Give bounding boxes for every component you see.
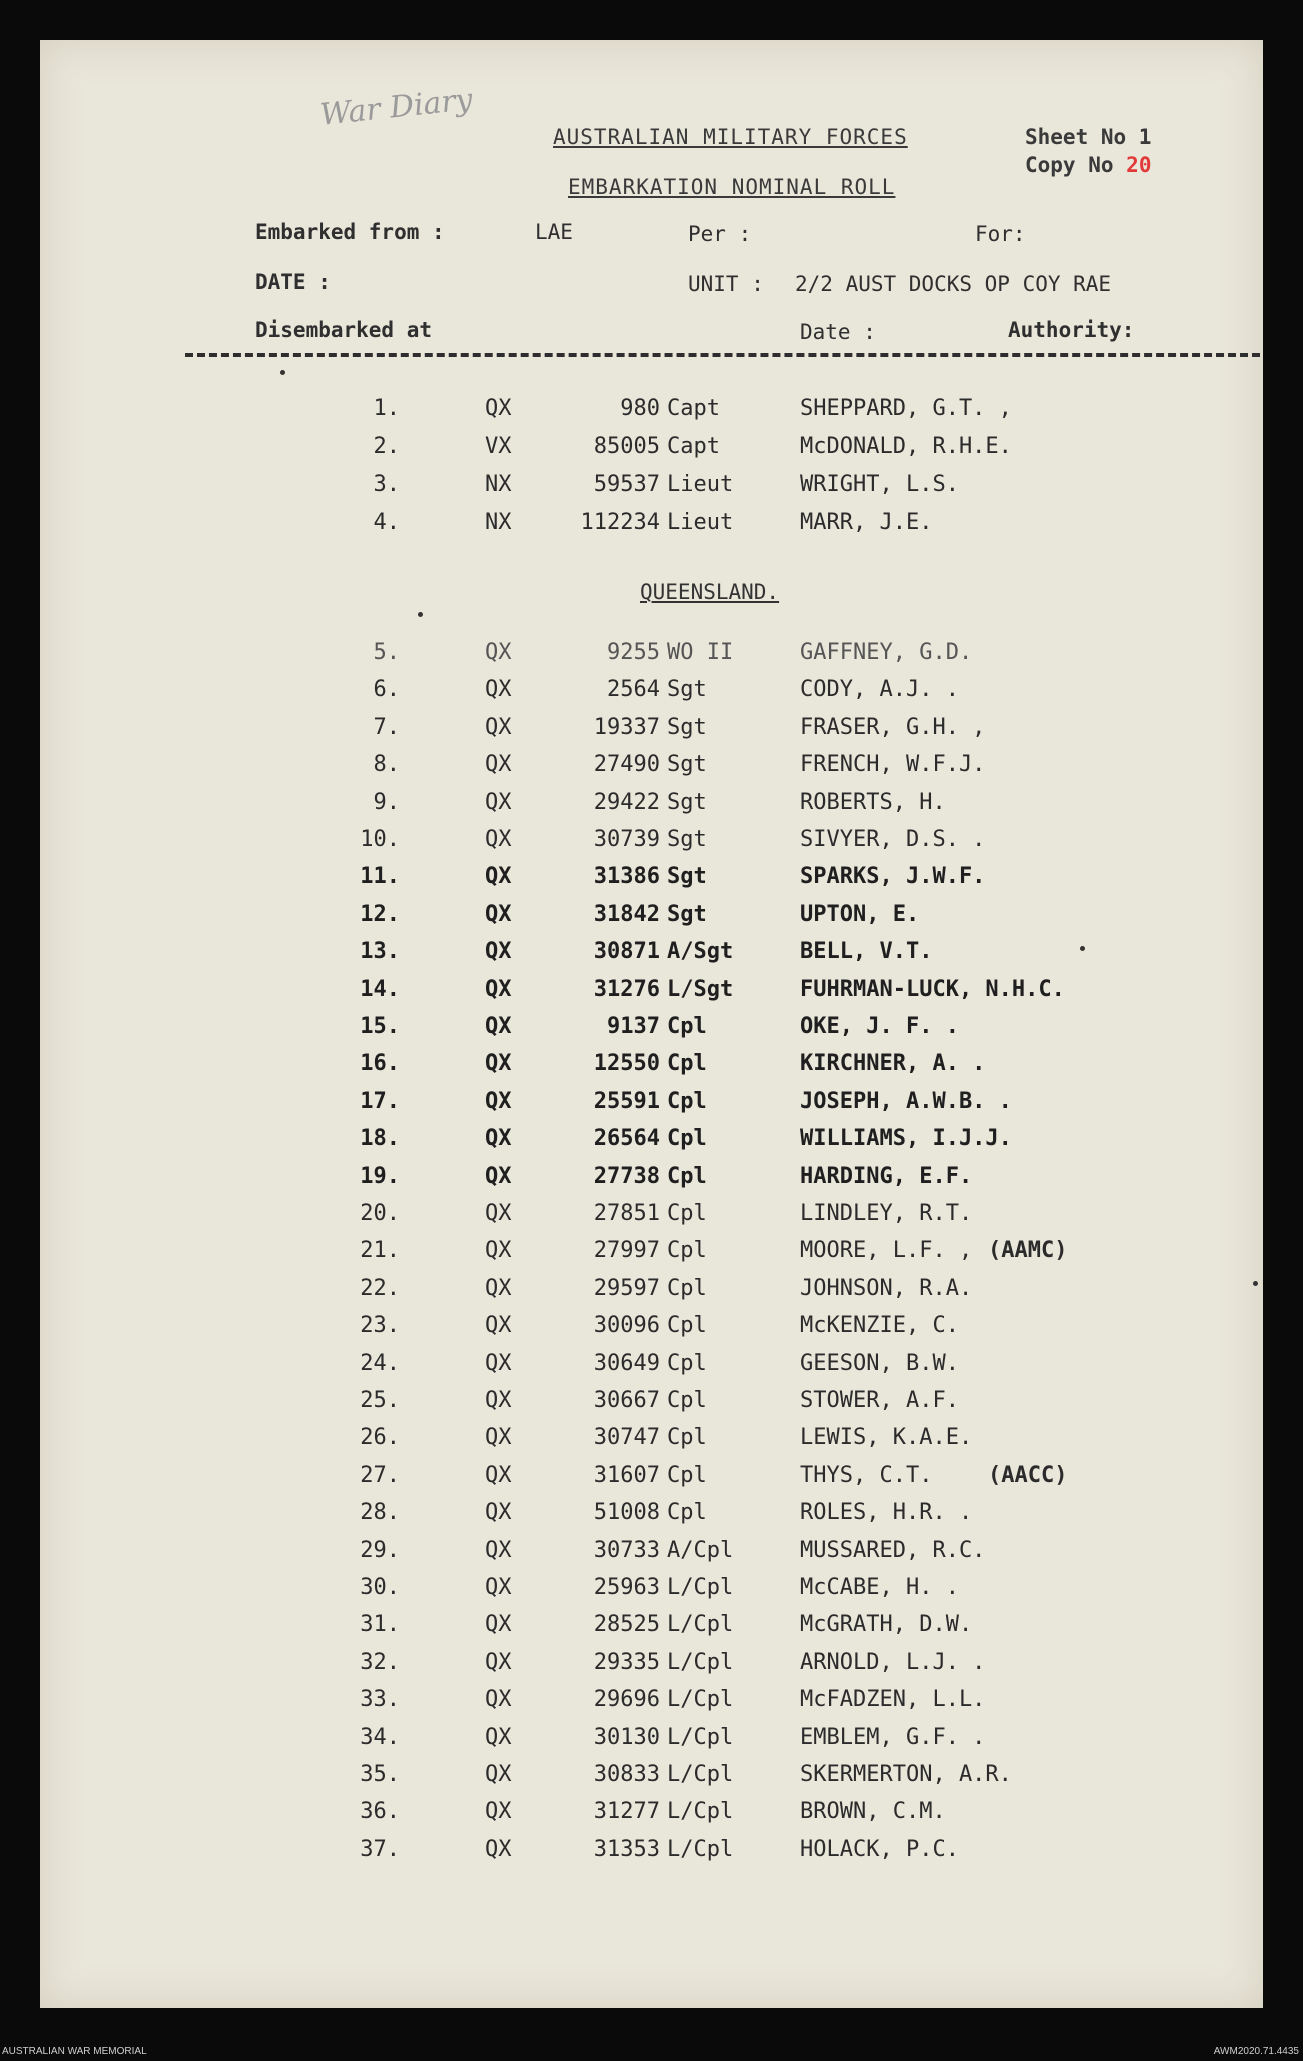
member-name: HOLACK, P.C. bbox=[800, 1836, 959, 1862]
service-prefix: QX bbox=[485, 1313, 512, 1339]
unit-label: UNIT : bbox=[688, 272, 764, 296]
service-number: 25591 bbox=[593, 1088, 660, 1114]
roll-entry bbox=[40, 640, 1263, 676]
header-divider bbox=[185, 353, 1260, 357]
rank: Sgt bbox=[667, 789, 707, 815]
member-name: LINDLEY, R.T. bbox=[800, 1201, 973, 1226]
service-prefix: QX bbox=[485, 1051, 512, 1077]
member-name: THYS, C.T. bbox=[800, 1462, 933, 1488]
rank: L/Cpl bbox=[667, 1649, 734, 1675]
service-number: 27738 bbox=[593, 1163, 660, 1189]
member-name: McKENZIE, C. bbox=[800, 1313, 959, 1339]
disembarked-label: Disembarked at bbox=[255, 318, 433, 342]
rank: Sgt bbox=[667, 901, 707, 927]
service-prefix: QX bbox=[485, 1014, 512, 1039]
member-name: FUHRMAN-LUCK, N.H.C. bbox=[800, 976, 1065, 1002]
service-prefix: QX bbox=[485, 640, 512, 665]
service-prefix: QX bbox=[485, 1500, 512, 1526]
ink-dot bbox=[418, 612, 423, 617]
rank: Lieut bbox=[667, 472, 734, 497]
roll-entry bbox=[40, 1612, 1263, 1648]
footer-left: AUSTRALIAN WAR MEMORIAL bbox=[2, 2046, 147, 2057]
member-name: JOHNSON, R.A. bbox=[800, 1275, 973, 1301]
service-prefix: QX bbox=[485, 1762, 512, 1787]
entry-number: 26. bbox=[360, 1425, 400, 1451]
rank: Cpl bbox=[667, 1350, 707, 1376]
roll-entry bbox=[40, 1500, 1263, 1536]
member-name: ROBERTS, H. bbox=[800, 789, 946, 815]
member-name: SIVYER, D.S. . bbox=[800, 827, 986, 852]
entry-number: 34. bbox=[360, 1724, 400, 1750]
member-name: ROLES, H.R. . bbox=[800, 1500, 973, 1526]
entry-number: 37. bbox=[360, 1836, 400, 1862]
copy-number: 20 bbox=[1126, 153, 1152, 177]
roll-entry bbox=[40, 1575, 1263, 1611]
service-number: 51008 bbox=[593, 1500, 660, 1526]
embarked-from-value: LAE bbox=[535, 220, 573, 244]
entry-number: 20. bbox=[360, 1201, 400, 1226]
service-number: 12550 bbox=[593, 1051, 660, 1077]
service-prefix: QX bbox=[485, 1201, 512, 1226]
roll-entry bbox=[40, 1126, 1263, 1162]
member-name: MARR, J.E. bbox=[800, 510, 933, 535]
ink-dot bbox=[280, 370, 285, 375]
member-name: SKERMERTON, A.R. bbox=[800, 1762, 1012, 1787]
entry-number: 31. bbox=[360, 1612, 400, 1638]
roll-entry bbox=[40, 396, 1263, 432]
service-prefix: VX bbox=[485, 434, 512, 459]
member-name: EMBLEM, G.F. . bbox=[800, 1724, 986, 1750]
document-subtitle: EMBARKATION NOMINAL ROLL bbox=[568, 175, 896, 199]
rank: Cpl bbox=[667, 1388, 707, 1413]
service-prefix: QX bbox=[485, 1724, 512, 1750]
rank: L/Cpl bbox=[667, 1687, 734, 1713]
roll-entry bbox=[40, 1425, 1263, 1461]
service-number: 30096 bbox=[593, 1313, 660, 1339]
service-prefix: QX bbox=[485, 1126, 512, 1152]
corps-note: (AAMC) bbox=[988, 1238, 1068, 1264]
rank: Cpl bbox=[667, 1275, 707, 1301]
service-number: 31353 bbox=[593, 1836, 660, 1862]
member-name: MUSSARED, R.C. bbox=[800, 1537, 986, 1563]
rank: Capt bbox=[667, 396, 720, 421]
service-number: 30871 bbox=[593, 939, 660, 965]
rank: Cpl bbox=[667, 1238, 707, 1264]
entry-number: 35. bbox=[360, 1762, 400, 1787]
service-prefix: QX bbox=[485, 752, 512, 778]
service-prefix: QX bbox=[485, 1238, 512, 1264]
roll-entry bbox=[40, 827, 1263, 863]
entry-number: 13. bbox=[360, 939, 400, 965]
roll-entry bbox=[40, 1201, 1263, 1237]
per-label: Per : bbox=[688, 222, 752, 246]
rank: Sgt bbox=[667, 864, 707, 890]
member-name: BROWN, C.M. bbox=[800, 1799, 946, 1825]
roll-entry bbox=[40, 1313, 1263, 1349]
entry-number: 10. bbox=[360, 827, 400, 852]
service-number: 9255 bbox=[607, 640, 660, 665]
service-prefix: QX bbox=[485, 1425, 512, 1451]
service-prefix: NX bbox=[485, 472, 512, 497]
member-name: HARDING, E.F. bbox=[800, 1163, 973, 1189]
entry-number: 16. bbox=[360, 1051, 400, 1077]
service-number: 31842 bbox=[593, 901, 660, 927]
service-number: 29696 bbox=[593, 1687, 660, 1713]
for-label: For: bbox=[975, 222, 1026, 246]
entry-number: 17. bbox=[360, 1088, 400, 1114]
roll-entry bbox=[40, 939, 1263, 975]
service-prefix: QX bbox=[485, 677, 512, 703]
member-name: McFADZEN, L.L. bbox=[800, 1687, 986, 1713]
service-prefix: QX bbox=[485, 1687, 512, 1713]
service-number: 59537 bbox=[593, 472, 660, 497]
rank: Lieut bbox=[667, 510, 734, 535]
service-number: 26564 bbox=[593, 1126, 660, 1152]
entry-number: 32. bbox=[360, 1649, 400, 1675]
member-name: ARNOLD, L.J. . bbox=[800, 1649, 986, 1675]
roll-entry bbox=[40, 752, 1263, 788]
member-name: WILLIAMS, I.J.J. bbox=[800, 1126, 1012, 1152]
date2-label: Date : bbox=[800, 320, 876, 344]
roll-entry bbox=[40, 1687, 1263, 1723]
member-name: BELL, V.T. bbox=[800, 939, 933, 965]
member-name: GAFFNEY, G.D. bbox=[800, 640, 973, 665]
service-prefix: QX bbox=[485, 396, 512, 421]
rank: Capt bbox=[667, 434, 720, 459]
rank: Sgt bbox=[667, 714, 707, 740]
roll-entry bbox=[40, 864, 1263, 900]
entry-number: 22. bbox=[360, 1275, 400, 1301]
sheet-copy-block bbox=[1025, 123, 1151, 179]
rank: A/Cpl bbox=[667, 1537, 734, 1563]
service-prefix: QX bbox=[485, 1163, 512, 1189]
entry-number: 36. bbox=[360, 1799, 400, 1825]
service-number: 30130 bbox=[593, 1724, 660, 1750]
roll-entry bbox=[40, 1388, 1263, 1424]
service-number: 2564 bbox=[607, 677, 660, 703]
rank: L/Cpl bbox=[667, 1762, 734, 1787]
member-name: SPARKS, J.W.F. bbox=[800, 864, 986, 890]
corps-note: (AACC) bbox=[988, 1462, 1068, 1488]
entry-number: 30. bbox=[360, 1575, 400, 1600]
roll-entry bbox=[40, 1014, 1263, 1050]
rank: L/Sgt bbox=[667, 976, 734, 1002]
service-number: 30739 bbox=[593, 827, 660, 852]
service-prefix: QX bbox=[485, 1388, 512, 1413]
rank: Cpl bbox=[667, 1500, 707, 1526]
service-number: 27490 bbox=[593, 752, 660, 778]
service-number: 31276 bbox=[593, 976, 660, 1002]
roll-entry bbox=[40, 1276, 1263, 1312]
service-number: 30649 bbox=[593, 1350, 660, 1376]
service-number: 9137 bbox=[607, 1014, 660, 1039]
rank: Cpl bbox=[667, 1126, 707, 1152]
service-prefix: QX bbox=[485, 901, 512, 927]
service-number: 85005 bbox=[593, 434, 660, 459]
rank: L/Cpl bbox=[667, 1799, 734, 1825]
embarked-from-label: Embarked from : bbox=[255, 220, 445, 244]
roll-entry bbox=[40, 1238, 1263, 1274]
roll-entry bbox=[40, 1164, 1263, 1200]
service-number: 19337 bbox=[593, 714, 660, 740]
rank: L/Cpl bbox=[667, 1575, 734, 1600]
rank: Sgt bbox=[667, 677, 707, 703]
member-name: STOWER, A.F. bbox=[800, 1388, 959, 1413]
rank: Cpl bbox=[667, 1088, 707, 1114]
service-number: 29422 bbox=[593, 789, 660, 815]
rank: Cpl bbox=[667, 1163, 707, 1189]
entry-number: 28. bbox=[360, 1500, 400, 1526]
entry-number: 2. bbox=[373, 434, 400, 459]
rank: Cpl bbox=[667, 1425, 707, 1451]
member-name: MOORE, L.F. , bbox=[800, 1238, 973, 1264]
service-prefix: QX bbox=[485, 939, 512, 965]
roll-entry bbox=[40, 790, 1263, 826]
unit-value: 2/2 AUST DOCKS OP COY RAE bbox=[795, 272, 1112, 296]
service-number: 28525 bbox=[593, 1612, 660, 1638]
roll-entry bbox=[40, 902, 1263, 938]
entry-number: 1. bbox=[373, 396, 400, 421]
member-name: FRENCH, W.F.J. bbox=[800, 752, 986, 778]
roll-entry bbox=[40, 1351, 1263, 1387]
rank: Sgt bbox=[667, 827, 707, 852]
service-number: 30833 bbox=[593, 1762, 660, 1787]
member-name: KIRCHNER, A. . bbox=[800, 1051, 986, 1077]
member-name: SHEPPARD, G.T. , bbox=[800, 396, 1012, 421]
rank: Cpl bbox=[667, 1051, 707, 1077]
roll-entry bbox=[40, 1799, 1263, 1835]
service-number: 27997 bbox=[593, 1238, 660, 1264]
entry-number: 6. bbox=[373, 677, 400, 703]
member-name: McGRATH, D.W. bbox=[800, 1612, 973, 1638]
roll-entry bbox=[40, 510, 1263, 546]
service-number: 31277 bbox=[593, 1799, 660, 1825]
date-label: DATE : bbox=[255, 270, 331, 294]
service-prefix: QX bbox=[485, 827, 512, 852]
roll-entry bbox=[40, 1089, 1263, 1125]
entry-number: 33. bbox=[360, 1687, 400, 1713]
roll-entry bbox=[40, 434, 1263, 470]
roll-entry bbox=[40, 1051, 1263, 1087]
roll-entry bbox=[40, 1538, 1263, 1574]
roll-entry bbox=[40, 677, 1263, 713]
member-name: UPTON, E. bbox=[800, 901, 920, 927]
entry-number: 15. bbox=[360, 1014, 400, 1039]
service-number: 31607 bbox=[593, 1462, 660, 1488]
member-name: JOSEPH, A.W.B. . bbox=[800, 1088, 1012, 1114]
service-prefix: QX bbox=[485, 1649, 512, 1675]
roll-entry bbox=[40, 1725, 1263, 1761]
section-title: QUEENSLAND. bbox=[640, 580, 780, 604]
entry-number: 5. bbox=[373, 640, 400, 665]
roll-entry bbox=[40, 1762, 1263, 1798]
entry-number: 7. bbox=[373, 714, 400, 740]
roll-entry bbox=[40, 977, 1263, 1013]
entry-number: 23. bbox=[360, 1313, 400, 1339]
service-number: 25963 bbox=[593, 1575, 660, 1600]
rank: Sgt bbox=[667, 752, 707, 778]
service-prefix: QX bbox=[485, 1462, 512, 1488]
entry-number: 29. bbox=[360, 1537, 400, 1563]
service-prefix: QX bbox=[485, 714, 512, 740]
service-prefix: QX bbox=[485, 1799, 512, 1825]
entry-number: 8. bbox=[373, 752, 400, 778]
rank: Cpl bbox=[667, 1313, 707, 1339]
service-prefix: QX bbox=[485, 864, 512, 890]
service-prefix: QX bbox=[485, 789, 512, 815]
entry-number: 18. bbox=[360, 1126, 400, 1152]
handwritten-note: War Diary bbox=[318, 82, 475, 133]
entry-number: 9. bbox=[373, 789, 400, 815]
copy-label: Copy No bbox=[1025, 153, 1114, 177]
entry-number: 12. bbox=[360, 901, 400, 927]
rank: L/Cpl bbox=[667, 1612, 734, 1638]
service-number: 30733 bbox=[593, 1537, 660, 1563]
authority-label: Authority: bbox=[1008, 318, 1135, 342]
member-name: GEESON, B.W. bbox=[800, 1350, 959, 1376]
entry-number: 27. bbox=[360, 1462, 400, 1488]
service-number: 30747 bbox=[593, 1425, 660, 1451]
service-number: 30667 bbox=[593, 1388, 660, 1413]
entry-number: 11. bbox=[360, 864, 400, 890]
rank: WO II bbox=[667, 640, 734, 665]
entry-number: 24. bbox=[360, 1350, 400, 1376]
service-prefix: QX bbox=[485, 1088, 512, 1114]
member-name: CODY, A.J. . bbox=[800, 677, 959, 703]
rank: Cpl bbox=[667, 1201, 707, 1226]
roll-entry bbox=[40, 1650, 1263, 1686]
service-prefix: QX bbox=[485, 976, 512, 1002]
member-name: LEWIS, K.A.E. bbox=[800, 1425, 973, 1451]
entry-number: 14. bbox=[360, 976, 400, 1002]
service-number: 27851 bbox=[593, 1201, 660, 1226]
service-prefix: QX bbox=[485, 1575, 512, 1600]
roll-entry bbox=[40, 1837, 1263, 1873]
member-name: WRIGHT, L.S. bbox=[800, 472, 959, 497]
service-prefix: QX bbox=[485, 1836, 512, 1862]
member-name: OKE, J. F. . bbox=[800, 1014, 959, 1039]
roll-entry bbox=[40, 715, 1263, 751]
service-prefix: QX bbox=[485, 1350, 512, 1376]
entry-number: 21. bbox=[360, 1238, 400, 1264]
rank: A/Sgt bbox=[667, 939, 734, 965]
service-prefix: QX bbox=[485, 1275, 512, 1301]
roll-entry bbox=[40, 1463, 1263, 1499]
rank: Cpl bbox=[667, 1462, 707, 1488]
sheet-label: Sheet No 1 bbox=[1025, 125, 1152, 149]
service-number: 980 bbox=[620, 396, 660, 421]
rank: Cpl bbox=[667, 1014, 707, 1039]
rank: L/Cpl bbox=[667, 1724, 734, 1750]
service-number: 29335 bbox=[593, 1649, 660, 1675]
service-prefix: QX bbox=[485, 1537, 512, 1563]
footer-right: AWM2020.71.4435 bbox=[1213, 2046, 1299, 2057]
document-title: AUSTRALIAN MILITARY FORCES bbox=[553, 125, 908, 149]
entry-number: 19. bbox=[360, 1163, 400, 1189]
service-number: 31386 bbox=[593, 864, 660, 890]
roll-entry bbox=[40, 472, 1263, 508]
entry-number: 4. bbox=[373, 510, 400, 535]
document-page bbox=[40, 40, 1263, 2008]
service-number: 29597 bbox=[593, 1275, 660, 1301]
rank: L/Cpl bbox=[667, 1836, 734, 1862]
service-number: 112234 bbox=[580, 510, 660, 535]
service-prefix: QX bbox=[485, 1612, 512, 1638]
service-prefix: NX bbox=[485, 510, 512, 535]
entry-number: 25. bbox=[360, 1388, 400, 1413]
member-name: McCABE, H. . bbox=[800, 1575, 959, 1600]
member-name: McDONALD, R.H.E. bbox=[800, 434, 1012, 459]
member-name: FRASER, G.H. , bbox=[800, 714, 986, 740]
entry-number: 3. bbox=[373, 472, 400, 497]
